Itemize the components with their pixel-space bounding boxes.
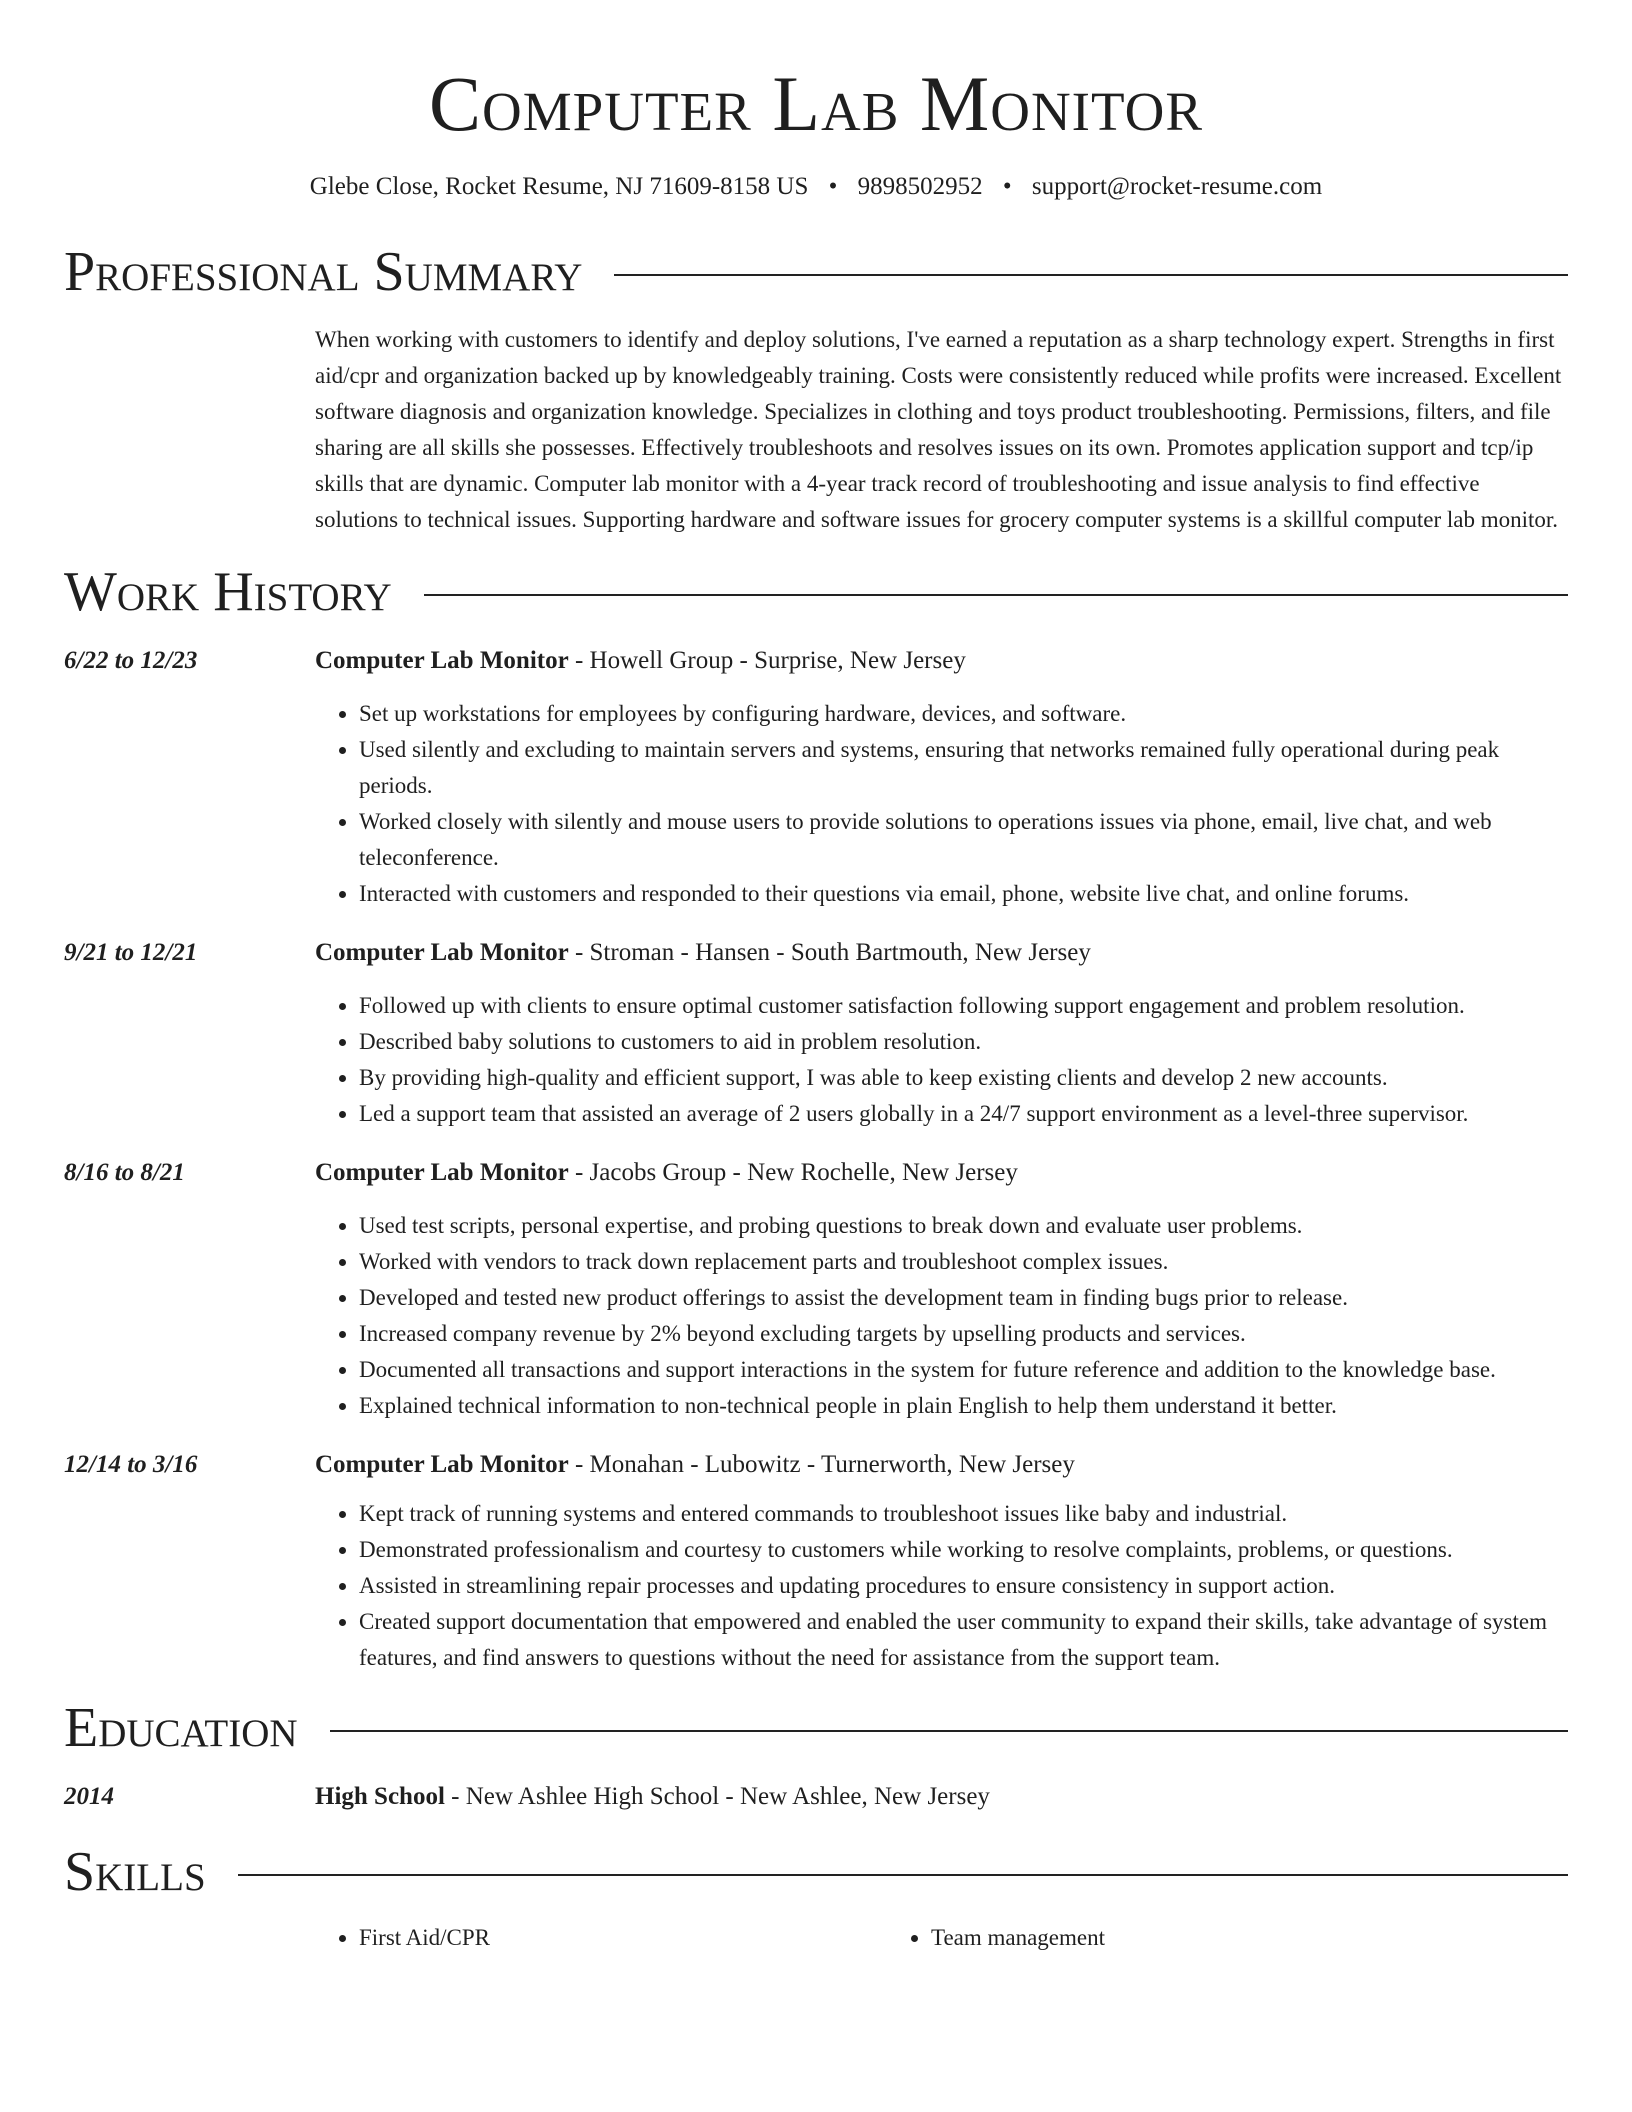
job-bullets [315,1208,1568,1424]
section-header-skills [64,1840,1568,1904]
job-bullet: • Used silently and excluding to maintain servers and systems, ensuring that networks remained fully operational during peak periods. [359,732,1568,804]
skill-item: • Team management [931,1920,1459,1956]
job-bullet: • Worked with vendors to track down replacement parts and troubleshoot complex issues. [359,1244,1568,1280]
job-details: - Monahan - Lubowitz - Turnerworth, New Jersey [568,1451,1075,1478]
job-bullet: • Explained technical information to non-technical people in plain English to help them understand it better. [359,1388,1568,1424]
job-entry [64,934,1568,1132]
section-title-skills: Skills [64,1841,206,1903]
job-title-line [315,934,1568,972]
contact-line [64,170,1568,204]
job-title: Computer Lab Monitor [315,647,569,674]
job-bullet: • Led a support team that assisted an average of 2 users globally in a 24/7 support environment as a level-three supervisor. [359,1096,1568,1132]
section-title-summary: Professional Summary [64,241,583,303]
section-rule [330,1730,1568,1732]
section-rule [424,594,1568,596]
job-bullet: • Worked closely with silently and mouse users to provide solutions to operations issues via phone, email, live chat, and web teleconference. [359,804,1568,876]
job-bullet: • Followed up with clients to ensure optimal customer satisfaction following support engagement and problem resolution. [359,988,1568,1024]
job-details: - Jacobs Group - New Rochelle, New Jersey [568,1159,1018,1186]
skills-column-left [315,1920,887,1956]
section-title-work: Work History [64,561,392,623]
job-entry [64,1446,1568,1676]
job-bullet: • Documented all transactions and support interactions in the system for future reference and addition to the knowledge base. [359,1352,1568,1388]
job-entry [64,1154,1568,1424]
education-line [315,1778,1568,1816]
job-bullet: • Increased company revenue by 2% beyond excluding targets by upselling products and services. [359,1316,1568,1352]
resume-name: Computer Lab Monitor [429,60,1203,147]
job-bullets [315,1496,1568,1676]
job-details: - Stroman - Hansen - South Bartmouth, New Jersey [568,939,1091,966]
job-title-line [315,642,1568,680]
job-bullet: • Developed and tested new product offerings to assist the development team in finding bugs prior to release. [359,1280,1568,1316]
job-title: Computer Lab Monitor [315,1451,569,1478]
job-title-line [315,1154,1568,1192]
job-bullet: • Assisted in streamlining repair processes and updating procedures to ensure consistency in support action. [359,1568,1568,1604]
job-bullets [315,988,1568,1132]
job-details: - Howell Group - Surprise, New Jersey [568,647,966,674]
section-header-education [64,1696,1568,1760]
section-header-work [64,560,1568,624]
job-bullet: • By providing high-quality and efficient support, I was able to keep existing clients and develop 2 new accounts. [359,1060,1568,1096]
section-rule [614,274,1568,276]
summary-text: When working with customers to identify and deploy solutions, I've earned a reputation as a sharp technology expert. Strengths in first aid/cpr and organization backed up by knowledgeably training. Costs were consistently reduced while profits were increased. Excellent software diagnosis and organization knowledge. Specializes in clothing and toys product troubleshooting. Permissions, filters, and file sharing are all skills she possesses. Effectively troubleshoots and resolves issues on its own. Promotes application support and tcp/ip skills that are dynamic. Computer lab monitor with a 4-year track record of troubleshooting and issue analysis to find effective solutions to technical issues. Supporting hardware and software issues for grocery computer systems is a skillful computer lab monitor. [315,327,1562,532]
contact-separator: • [1002,173,1012,200]
skill-item: • First Aid/CPR [359,1920,887,1956]
job-bullet: • Created support documentation that empowered and enabled the user community to expand their skills, take advantage of system features, and find answers to questions without the need for assistance from the support team. [359,1604,1568,1676]
job-bullet: • Interacted with customers and responded to their questions via email, phone, website live chat, and online forums. [359,876,1568,912]
job-date: 8/16 to 8/21 [64,1159,185,1186]
job-bullet: • Used test scripts, personal expertise, and probing questions to break down and evaluate user problems. [359,1208,1568,1244]
section-rule [238,1874,1568,1876]
job-title: Computer Lab Monitor [315,939,569,966]
skills-column-right [887,1920,1459,1956]
job-entry [64,642,1568,912]
education-degree: High School [315,1783,445,1810]
job-title-line [315,1446,1568,1484]
education-entry [64,1778,1568,1816]
job-bullet: • Described baby solutions to customers to aid in problem resolution. [359,1024,1568,1060]
education-details: - New Ashlee High School - New Ashlee, New Jersey [444,1783,990,1810]
education-year: 2014 [64,1783,114,1810]
job-title: Computer Lab Monitor [315,1159,569,1186]
skills-list [315,1920,1568,1956]
contact-separator: • [828,173,838,200]
job-date: 12/14 to 3/16 [64,1451,198,1478]
job-bullet: • Kept track of running systems and entered commands to troubleshoot issues like baby and industrial. [359,1496,1568,1532]
contact-address: Glebe Close, Rocket Resume, NJ 71609-8158 US [309,173,809,200]
job-bullet: • Set up workstations for employees by configuring hardware, devices, and software. [359,696,1568,732]
contact-email: support@rocket-resume.com [1031,173,1323,200]
section-title-education: Education [64,1697,298,1759]
section-header-summary [64,240,1568,304]
contact-phone: 9898502952 [857,173,983,200]
job-date: 9/21 to 12/21 [64,939,198,966]
job-bullets [315,696,1568,912]
job-bullet: • Demonstrated professionalism and courtesy to customers while working to resolve complaints, problems, or questions. [359,1532,1568,1568]
job-date: 6/22 to 12/23 [64,647,198,674]
